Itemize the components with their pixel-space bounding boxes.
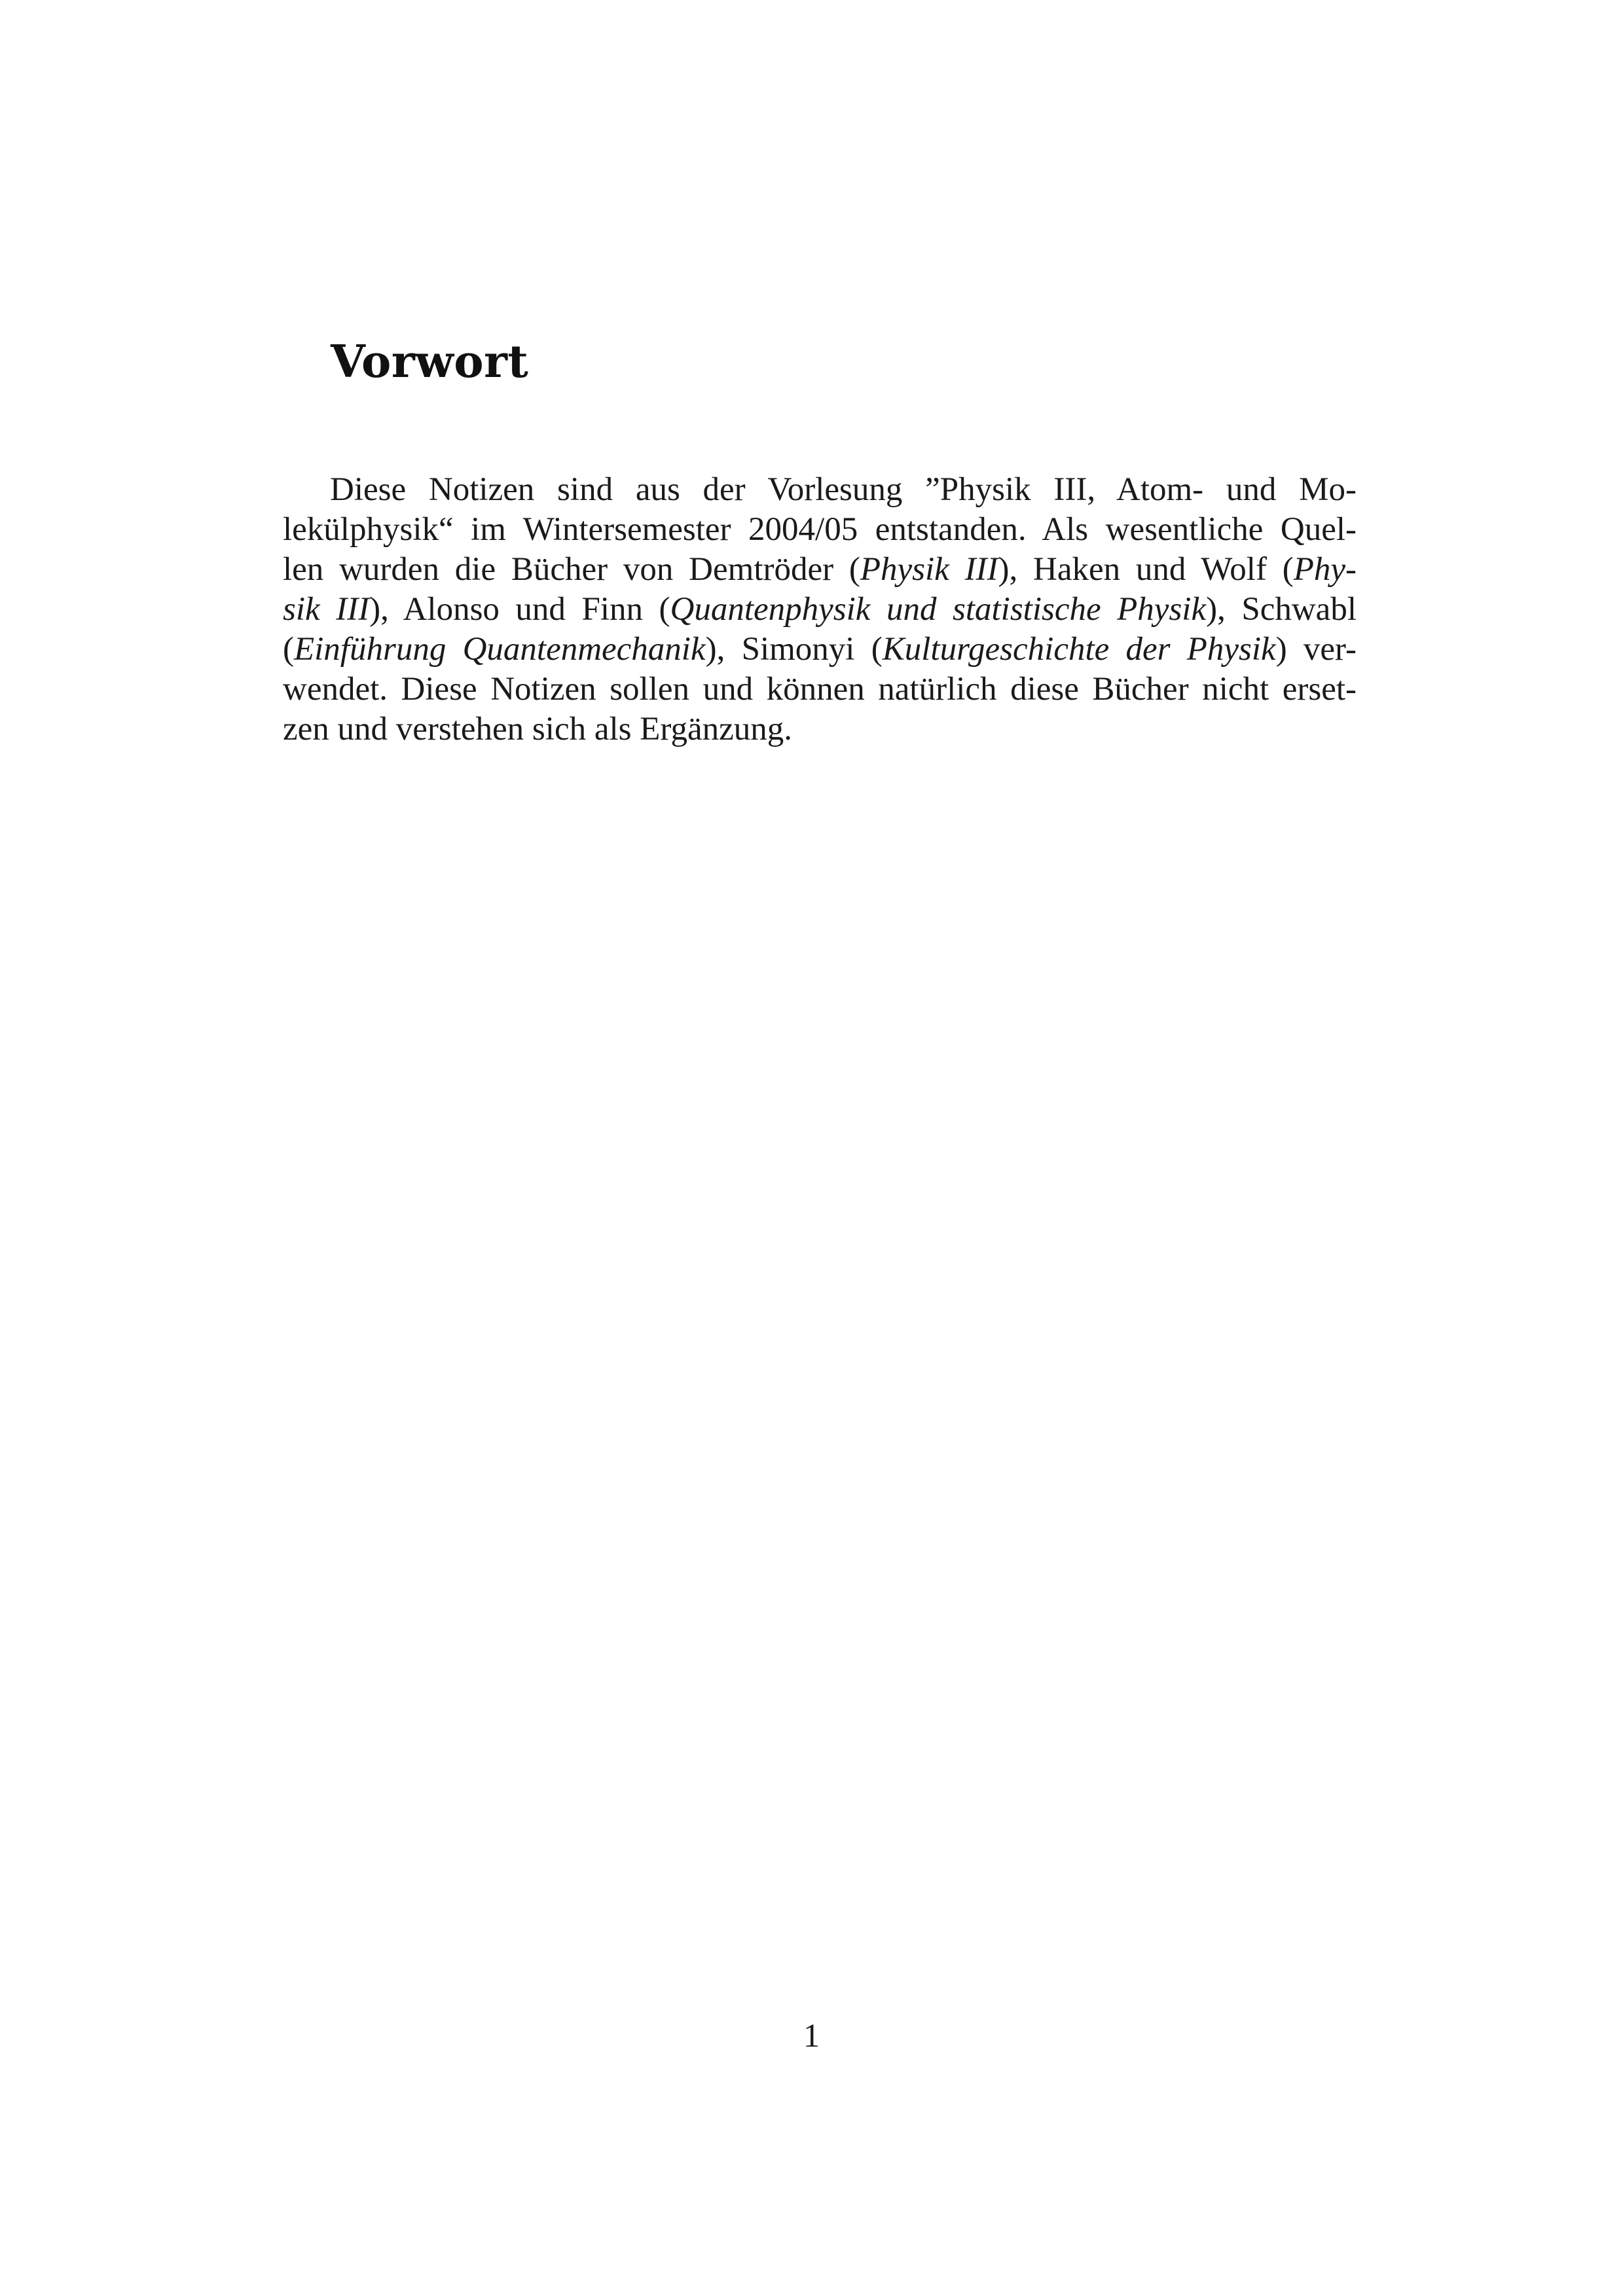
italic-text-run: Physik III [860, 551, 998, 588]
italic-text-run: sik III [283, 591, 370, 628]
text-run: ), Alonso und Finn ( [369, 591, 670, 628]
paragraph-line [283, 510, 1357, 550]
italic-text-run: Quantenphysik und statistische Physik [670, 591, 1207, 628]
paragraph-line [283, 709, 1357, 749]
italic-text-run: Einführung Quantenmechanik [293, 631, 706, 668]
italic-text-run: Kulturgeschichte der Physik [882, 631, 1276, 668]
text-run: wendet. Diese Notizen sollen und können natürlich diese Bücher nicht erset- [283, 671, 1357, 708]
text-run: ), Schwabl [1206, 591, 1357, 628]
italic-text-run: Phy- [1293, 551, 1357, 588]
text-run: ( [283, 631, 294, 668]
paragraph-line [283, 630, 1357, 670]
text-run: len wurden die Bücher von Demtröder ( [283, 551, 860, 588]
page-number: 1 [803, 2018, 820, 2054]
paragraph-line [283, 590, 1357, 630]
text-run: ), Simonyi ( [705, 631, 883, 668]
text-run: ), Haken und Wolf ( [998, 551, 1294, 588]
page-heading: Vorwort [331, 336, 529, 388]
preface-paragraph [283, 470, 1357, 749]
paragraph-line [283, 550, 1357, 590]
paragraph-line [283, 670, 1357, 709]
text-run: lekülphysik“ im Wintersemester 2004/05 entstanden. Als wesentliche Quel- [283, 511, 1357, 548]
text-run: ) ver- [1275, 631, 1357, 668]
paragraph-line [283, 470, 1357, 510]
text-run: zen und verstehen sich als Ergänzung. [283, 711, 792, 747]
text-run: Diese Notizen sind aus der Vorlesung ”Physik III, Atom- und Mo- [330, 471, 1357, 508]
